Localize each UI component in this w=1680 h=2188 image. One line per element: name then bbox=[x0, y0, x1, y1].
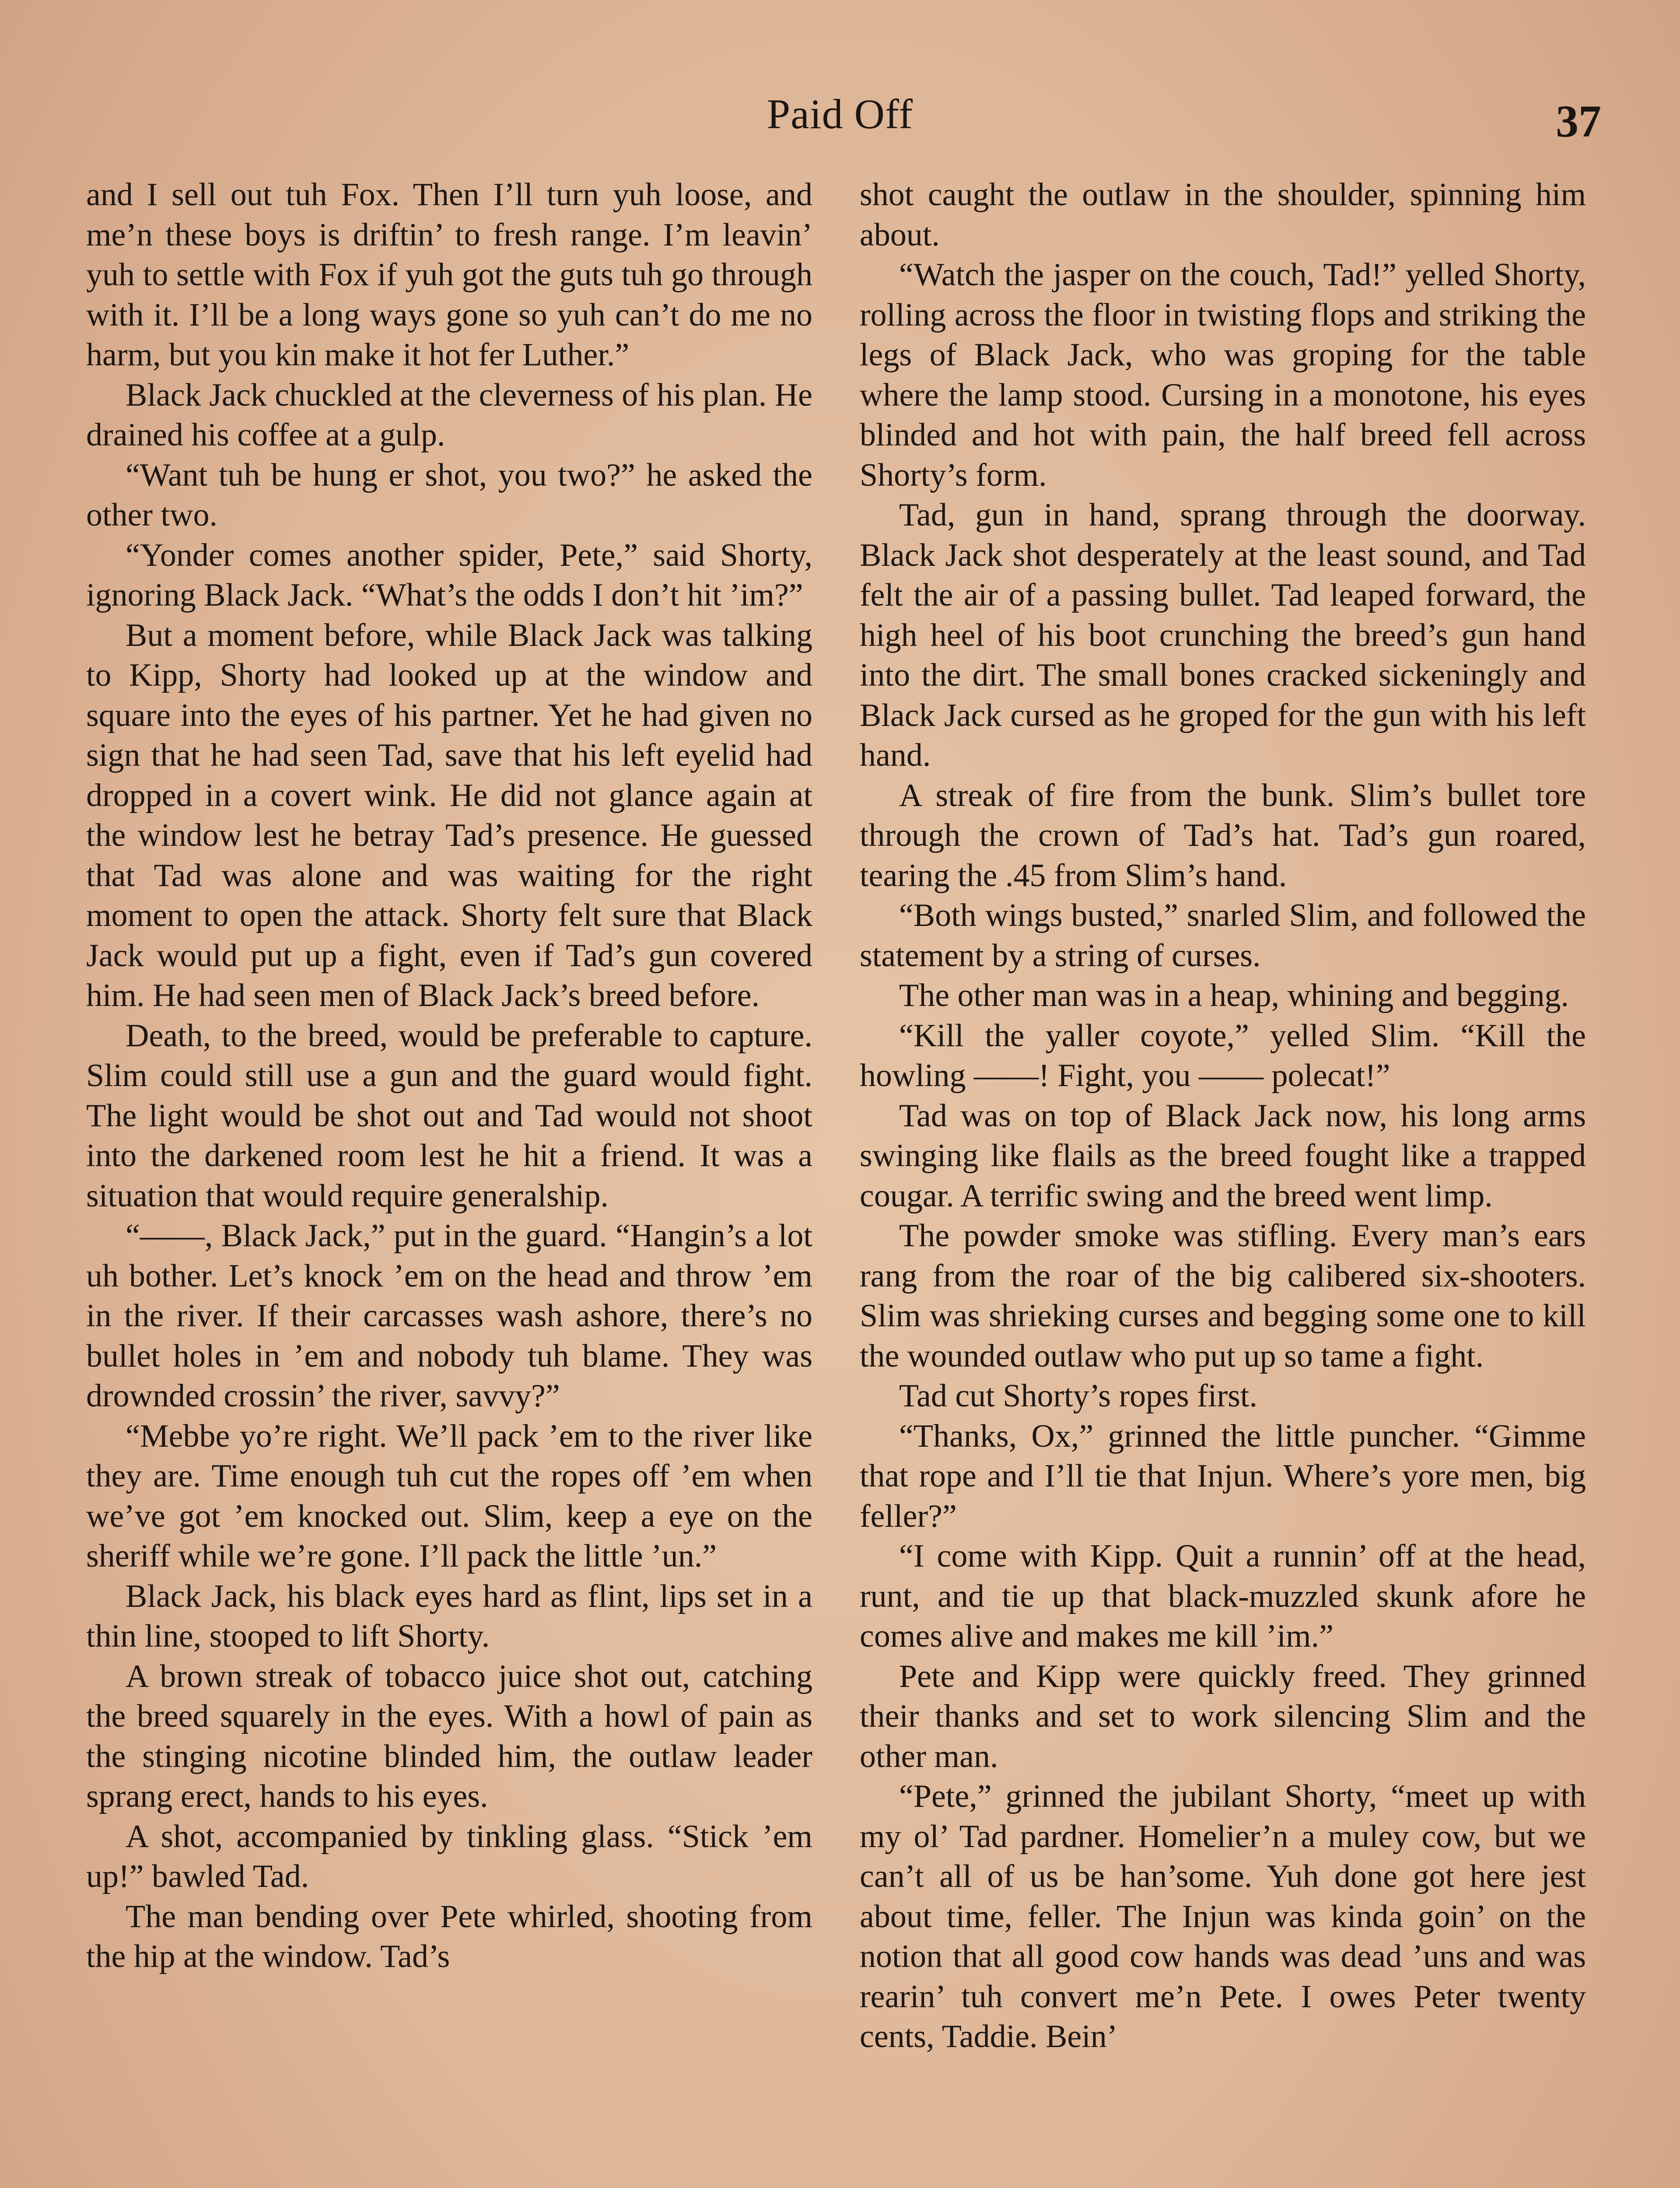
paragraph: The man bending over Pete whirled, shooting from the hip at the window. Tad’s bbox=[86, 1898, 812, 1974]
paragraph: A brown streak of tobacco juice shot out, catching the breed squarely in the eyes. With a howl of pain as the stinging nicotine blinded him, the outlaw leader sprang erect, hands to his eyes. bbox=[86, 1658, 812, 1814]
paragraph: A shot, accompanied by tinkling glass. “Stick ’em up!” bawled Tad. bbox=[86, 1818, 812, 1894]
paragraph: Tad was on top of Black Jack now, his long arms swinging like flails as the breed fought like a trapped cougar. A terrific swing and the breed went limp. bbox=[860, 1098, 1586, 1214]
paragraph: Tad cut Shorty’s ropes first. bbox=[899, 1378, 1257, 1414]
paragraph: shot caught the outlaw in the shoulder, spinning him about. bbox=[860, 177, 1586, 253]
right-column bbox=[860, 175, 1586, 2188]
page-number: 37 bbox=[1556, 96, 1601, 147]
paragraph: But a moment before, while Black Jack was talking to Kipp, Shorty had looked up at the window and square into the eyes of his partner. Yet he had given no sign that he had seen Tad, save that his left eyelid had dropped in a covert wink. He did not glance again at the window lest he betray Tad’s presence. He guessed that Tad was alone and was waiting for the right moment to open the attack. Shorty felt sure that Black Jack would put up a fight, even if Tad’s gun covered him. He had seen men of Black Jack’s breed before. bbox=[86, 617, 812, 1013]
paragraph: The other man was in a heap, whining and begging. bbox=[899, 978, 1569, 1013]
paragraph: The powder smoke was stifling. Every man’s ears rang from the roar of the big calibered six-shooters. Slim was shrieking curses and begging some one to kill the wounded outlaw who put up so tame a fight. bbox=[860, 1218, 1586, 1374]
paragraph: Pete and Kipp were quickly freed. They grinned their thanks and set to work silencing Slim and the other man. bbox=[860, 1658, 1586, 1774]
paragraph: A streak of fire from the bunk. Slim’s bullet tore through the crown of Tad’s hat. Tad’s gun roared, tearing the .45 from Slim’s hand. bbox=[860, 777, 1586, 894]
paragraph: “Yonder comes another spider, Pete,” said Shorty, ignoring Black Jack. “What’s the odds I don’t hit ’im?” bbox=[86, 537, 812, 613]
left-column bbox=[86, 175, 812, 2188]
paragraph: Tad, gun in hand, sprang through the doorway. Black Jack shot desperately at the least sound, and Tad felt the air of a passing bullet. Tad leaped forward, the high heel of his boot crunching the breed’s gun hand into the dirt. The small bones cracked sickeningly and Black Jack cursed as he groped for the gun with his left hand. bbox=[860, 497, 1586, 773]
paragraph: Black Jack, his black eyes hard as flint, lips set in a thin line, stooped to lift Shorty. bbox=[86, 1578, 812, 1654]
paragraph: “Both wings busted,” snarled Slim, and followed the statement by a string of curses. bbox=[860, 898, 1586, 974]
paragraph: “Pete,” grinned the jubilant Shorty, “meet up with my ol’ Tad pardner. Homelier’n a muley cow, but we can’t all of us be han’some. Yuh done got here jest about time, feller. The Injun was kinda goin’ on the notion that all good cow hands was dead ’uns and was rearin’ tuh convert me’n Pete. I owes Peter twenty cents, Taddie. Bein’ bbox=[860, 1778, 1586, 2055]
paragraph: Black Jack chuckled at the cleverness of his plan. He drained his coffee at a gulp. bbox=[86, 377, 812, 453]
paragraph: “Want tuh be hung er shot, you two?” he asked the other two. bbox=[86, 457, 812, 533]
running-head: Paid Off bbox=[766, 91, 914, 137]
paragraph: “Mebbe yo’re right. We’ll pack ’em to the river like they are. Time enough tuh cut the ropes off ’em when we’ve got ’em knocked out. Slim, keep a eye on the sheriff while we’re gone. I’ll pack the little ’un.” bbox=[86, 1418, 812, 1574]
paragraph: Death, to the breed, would be preferable to capture. Slim could still use a gun and the guard would fight. The light would be shot out and Tad would not shoot into the darkened room lest he hit a friend. It was a situation that would require generalship. bbox=[86, 1017, 812, 1214]
paragraph: and I sell out tuh Fox. Then I’ll turn yuh loose, and me’n these boys is driftin’ to fresh range. I’m leavin’ yuh to settle with Fox if yuh got the guts tuh go through with it. I’ll be a long ways gone so yuh can’t do me no harm, but you kin make it hot fer Luther.” bbox=[86, 177, 812, 373]
paragraph: “Kill the yaller coyote,” yelled Slim. “Kill the howling ——! Fight, you —— polecat!” bbox=[860, 1017, 1586, 1094]
paragraph: “——, Black Jack,” put in the guard. “Hangin’s a lot uh bother. Let’s knock ’em on the head and throw ’em in the river. If their carcasses wash ashore, there’s no bullet holes in ’em and nobody tuh blame. They was drownded crossin’ the river, savvy?” bbox=[86, 1218, 812, 1414]
paragraph: “Watch the jasper on the couch, Tad!” yelled Shorty, rolling across the floor in twisting flops and striking the legs of Black Jack, who was groping for the table where the lamp stood. Cursing in a monotone, his eyes blinded and hot with pain, the half breed fell across Shorty’s form. bbox=[860, 257, 1586, 493]
paragraph: “I come with Kipp. Quit a runnin’ off at the head, runt, and tie up that black-muzzled skunk afore he comes alive and makes me kill ’im.” bbox=[860, 1538, 1586, 1654]
paragraph: “Thanks, Ox,” grinned the little puncher. “Gimme that rope and I’ll tie that Injun. Where’s yore men, big feller?” bbox=[860, 1418, 1586, 1534]
